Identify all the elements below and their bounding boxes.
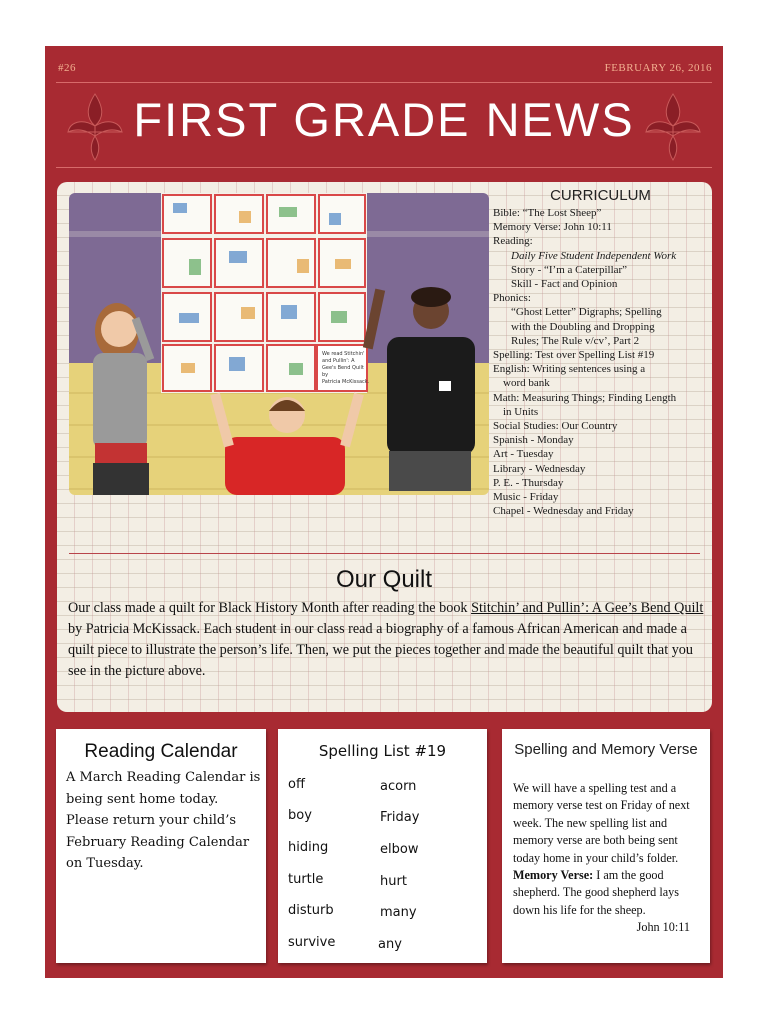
spelling-word: many xyxy=(380,905,417,920)
curriculum-line: P. E. - Thursday xyxy=(493,476,564,489)
issue-date: FEBRUARY 26, 2016 xyxy=(604,62,712,74)
spelling-word: Friday xyxy=(380,810,420,825)
curriculum-line: Social Studies: Our Country xyxy=(493,420,618,433)
curriculum-line: Memory Verse: John 10:11 xyxy=(493,221,612,234)
curriculum-line: Spelling: Test over Spelling List #19 xyxy=(493,349,655,362)
spelling-word: any xyxy=(378,937,402,952)
issue-number: #26 xyxy=(58,62,76,74)
memory-verse-label: Memory Verse: xyxy=(513,868,594,883)
spelling-word: elbow xyxy=(380,842,419,857)
header-rule-top xyxy=(56,82,712,83)
curriculum-line: Story - “I’m a Caterpillar” xyxy=(511,263,628,276)
reading-calendar-card xyxy=(56,729,266,963)
class-photo xyxy=(69,193,489,495)
memory-verse-text: I am the good shepherd. The good shepherd lays down his life for the sheep. xyxy=(513,868,679,917)
header-rule-bottom xyxy=(56,167,712,168)
curriculum-line: Bible: “The Lost Sheep” xyxy=(493,207,602,219)
spelling-word: survive xyxy=(288,935,336,950)
spelling-memory-body: We will have a spelling test and a memory verse test on Friday of next week. The new spelling list and memory verse are both being sent today home in your child’s folder. xyxy=(513,781,690,865)
spelling-list-title: Spelling List #19 xyxy=(318,742,447,760)
curriculum-line: Art - Tuesday xyxy=(493,448,554,461)
reading-calendar-text: A March Reading Calendar is being sent home today. Please return your child’s February Reading Calendar on Tuesday. xyxy=(66,770,261,871)
spelling-word: hurt xyxy=(380,874,407,889)
newsletter-title: FIRST GRADE NEWS xyxy=(133,93,635,146)
curriculum-line: Phonics: xyxy=(493,292,531,305)
svg-text:and Pullin': A: and Pullin': A xyxy=(322,358,355,364)
our-quilt-paragraph xyxy=(68,598,708,682)
svg-text:by: by xyxy=(322,372,329,378)
curriculum-line: Music - Friday xyxy=(493,491,559,504)
curriculum-line: in Units xyxy=(503,405,539,418)
curriculum-line: with the Doubling and Dropping xyxy=(511,320,655,333)
quilt-text-start: Our class made a quilt for Black History Month after reading the book xyxy=(68,600,472,616)
svg-text:Gee's Bend Quilt: Gee's Bend Quilt xyxy=(322,365,364,371)
svg-text:Patricia McKissack.: Patricia McKissack. xyxy=(322,379,370,385)
spelling-word: hiding xyxy=(288,840,329,855)
curriculum-line: Spanish - Monday xyxy=(493,434,574,447)
curriculum-line: Daily Five Student Independent Work xyxy=(511,249,677,262)
curriculum-line: Library - Wednesday xyxy=(493,462,586,475)
spelling-memory-card xyxy=(502,729,710,963)
section-divider xyxy=(69,553,700,554)
svg-text:We read Stitchin': We read Stitchin' xyxy=(322,351,365,357)
memory-verse-reference: John 10:11 xyxy=(636,920,690,935)
quilt-text-end: by Patricia McKissack. Each student in our class read a biography of a famous African American and made a quilt piece to illustrate the person’s life. Then, we put the pieces together and made the beautiful quilt that you see in the picture above. xyxy=(68,621,693,679)
spelling-memory-title: Spelling and Memory Verse xyxy=(514,741,698,758)
curriculum-line: Chapel - Wednesday and Friday xyxy=(493,505,634,518)
curriculum-title: CURRICULUM xyxy=(550,187,651,204)
curriculum-line: Math: Measuring Things; Finding Length xyxy=(493,391,677,404)
our-quilt-heading: Our Quilt xyxy=(335,566,433,593)
spelling-word: off xyxy=(288,777,305,792)
spelling-list-card xyxy=(278,729,487,963)
curriculum-list xyxy=(493,206,709,518)
curriculum-line: Skill - Fact and Opinion xyxy=(511,278,618,291)
curriculum-line: English: Writing sentences using a xyxy=(493,363,646,376)
fleur-ornament-icon xyxy=(642,88,704,164)
spelling-word: acorn xyxy=(380,779,417,794)
spelling-word: disturb xyxy=(288,903,334,918)
curriculum-line: Reading: xyxy=(493,235,533,248)
spelling-word: boy xyxy=(288,808,312,823)
reading-calendar-title: Reading Calendar xyxy=(84,741,238,762)
curriculum-line: “Ghost Letter” Digraphs; Spelling xyxy=(511,306,662,319)
book-title: Stitchin’ and Pullin’: A Gee’s Bend Quilt xyxy=(471,600,704,616)
spelling-word: turtle xyxy=(288,872,324,887)
curriculum-line: Rules; The Rule v/cv’, Part 2 xyxy=(511,334,640,347)
spelling-memory-text xyxy=(513,780,705,937)
curriculum-line: word bank xyxy=(503,377,550,390)
